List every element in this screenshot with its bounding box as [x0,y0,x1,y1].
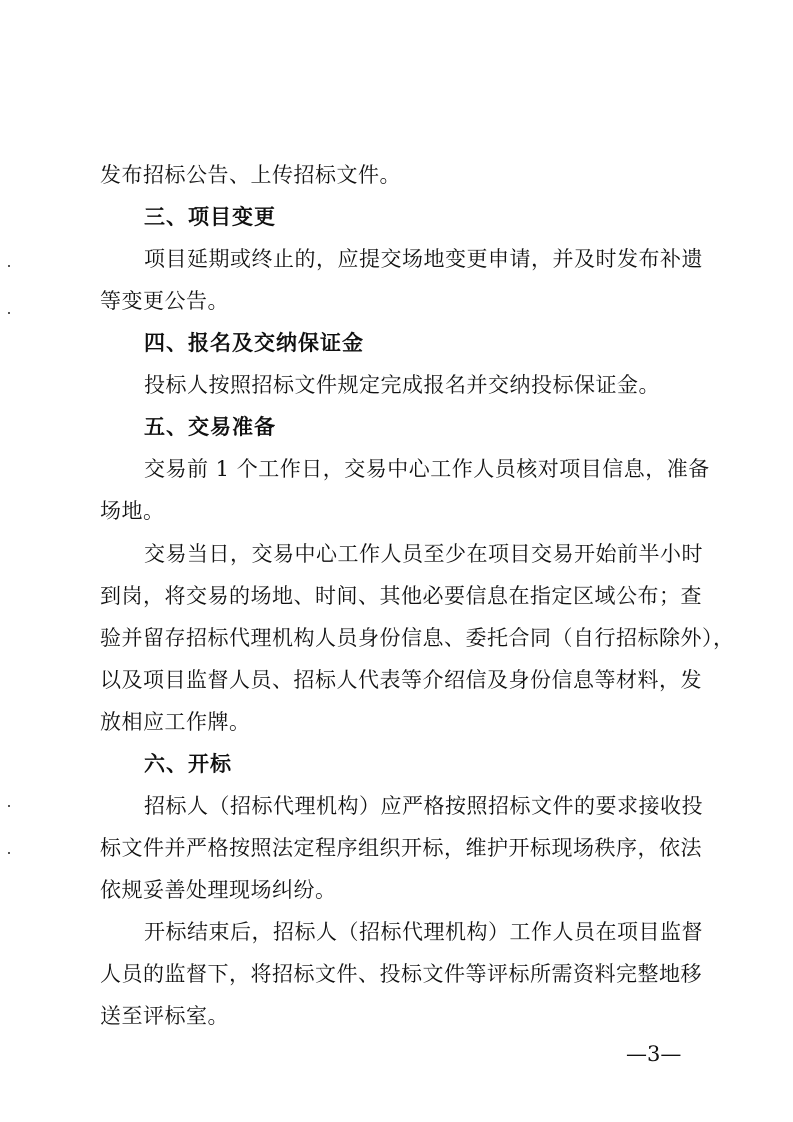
paragraph-line: 投标人按照招标文件规定完成报名并交纳投标保证金。 [144,373,660,397]
paragraph-line: 发布招标公告、上传招标文件。 [100,163,401,187]
section-heading: 六、开标 [144,752,232,776]
section-heading: 三、项目变更 [144,205,276,229]
paragraph-line: 放相应工作牌。 [100,710,251,734]
paragraph-line: 验并留存招标代理机构人员身份信息、委托合同（自行招标除外）， [100,626,735,650]
paragraph-line: 依规妥善处理现场纠纷。 [100,878,337,902]
paragraph-line: 以及项目监督人员、招标人代表等介绍信及身份信息等材料，发 [100,668,702,692]
paragraph-line: 场地。 [100,499,165,523]
paragraph-line: 人员的监督下，将招标文件、投标文件等评标所需资料完整地移 [100,962,702,986]
paragraph-line: 交易前 1 个工作日，交易中心工作人员核对项目信息，准备 [144,457,710,481]
binding-hole-mark [8,852,10,854]
paragraph-line: 到岗，将交易的场地、时间、其他必要信息在指定区域公布；查 [100,584,702,608]
paragraph-line: 交易当日，交易中心工作人员至少在项目交易开始前半小时 [144,542,703,566]
section-heading: 四、报名及交纳保证金 [144,331,364,355]
binding-hole-mark [8,312,10,314]
binding-hole-mark [8,805,10,807]
paragraph-line: 项目延期或终止的，应提交场地变更申请，并及时发布补遗 [144,247,703,271]
paragraph-line: 标文件并严格按照法定程序组织开标，维护开标现场秩序，依法 [100,836,702,860]
paragraph-line: 送至评标室。 [100,1004,229,1028]
binding-hole-mark [8,265,10,267]
paragraph-line: 开标结束后，招标人（招标代理机构）工作人员在项目监督 [144,920,703,944]
paragraph-line: 等变更公告。 [100,289,229,313]
page-number: —3— [626,1042,682,1066]
paragraph-line: 招标人（招标代理机构）应严格按照招标文件的要求接收投 [144,794,703,818]
section-heading: 五、交易准备 [144,415,276,439]
